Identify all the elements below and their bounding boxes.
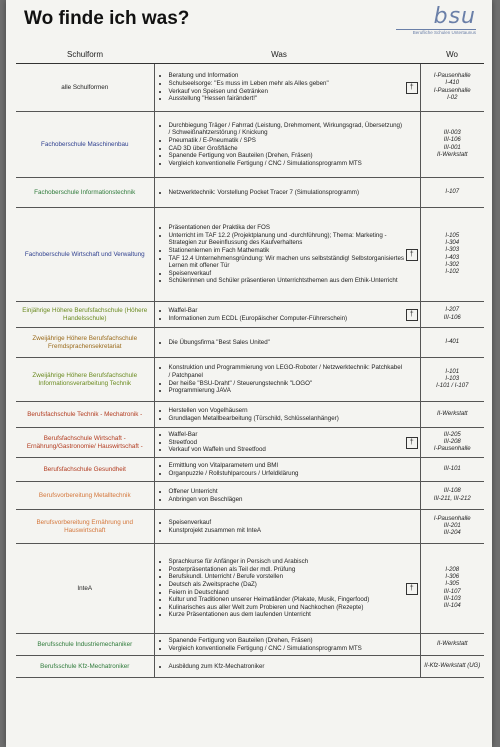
list-item: • Ermittlung von Vitalparametern und BMI bbox=[169, 462, 405, 470]
items-list bbox=[159, 407, 405, 422]
table-row bbox=[16, 178, 484, 208]
school-name: Berufsfachschule Wirtschaft - Ernährung/Gastronomie/ Hauswirtschaft - bbox=[16, 428, 154, 458]
list-item: • Ausstellung "Hessen fairändert!" bbox=[169, 95, 405, 103]
table-row bbox=[16, 482, 484, 510]
table-row bbox=[16, 656, 484, 678]
items-list bbox=[159, 637, 405, 652]
location-label: I-103 bbox=[445, 375, 460, 382]
location-label: II-Werkstatt bbox=[436, 151, 468, 158]
location-label: I-207 bbox=[445, 307, 460, 314]
list-item: • Speisenverkauf bbox=[169, 270, 405, 278]
location-label: II-Werkstatt bbox=[436, 640, 468, 647]
list-item: • Konstruktion und Programmierung von LEGO-Roboter / Netzwerktechnik: Patchkabel / Patchpanel bbox=[169, 364, 405, 379]
list-item: • Spanende Fertigung von Bauteilen (Drehen, Fräsen) bbox=[169, 637, 405, 645]
list-item: • CAD 3D über Großfläche bbox=[169, 145, 405, 153]
items-list bbox=[159, 72, 405, 102]
items-list bbox=[159, 122, 405, 167]
fork-knife-icon: † bbox=[406, 82, 418, 94]
location-label: I-Pausenhalle bbox=[433, 72, 471, 79]
items-cell bbox=[154, 208, 404, 302]
school-name: alle Schulformen bbox=[16, 64, 154, 112]
location-label: I-Pausenhalle bbox=[433, 87, 471, 94]
table-row bbox=[16, 328, 484, 358]
header-items: Was bbox=[154, 48, 404, 64]
table-row bbox=[16, 458, 484, 482]
items-list bbox=[159, 663, 405, 671]
table-row bbox=[16, 302, 484, 328]
list-item: • Speisenverkauf bbox=[169, 519, 405, 527]
logo-subtitle: Berufliche Schulen Untertaunus bbox=[412, 30, 476, 35]
location-label: III-103 bbox=[443, 595, 461, 602]
school-name: Berufsschule Kfz-Mechatroniker bbox=[16, 656, 154, 678]
icon-cell bbox=[404, 544, 420, 634]
items-list bbox=[159, 488, 405, 503]
table-row bbox=[16, 358, 484, 402]
location-label: I-410 bbox=[445, 80, 460, 87]
list-item: • Pneumatik / E-Pneumatik / SPS bbox=[169, 137, 405, 145]
list-item: • Stationenlernen im Fach Mathematik bbox=[169, 247, 405, 255]
items-cell bbox=[154, 402, 404, 428]
location-cell bbox=[420, 544, 484, 634]
location-label: I-101 bbox=[445, 368, 460, 375]
location-label: II-Werkstatt bbox=[436, 410, 468, 417]
page-title: Wo finde ich was? bbox=[24, 8, 190, 29]
list-item: • Verkauf von Speisen und Getränken bbox=[169, 88, 405, 96]
list-item: • Spanende Fertigung von Bauteilen (Drehen, Fräsen) bbox=[169, 152, 405, 160]
items-cell bbox=[154, 482, 404, 510]
items-cell bbox=[154, 112, 404, 178]
items-cell bbox=[154, 178, 404, 208]
location-label: III-204 bbox=[443, 530, 461, 537]
location-label: III-211, III-212 bbox=[433, 495, 471, 502]
location-label: III-107 bbox=[443, 588, 461, 595]
list-item: • Informationen zum ECDL (Europäischer Computer-Führerschein) bbox=[169, 315, 405, 323]
icon-cell bbox=[404, 634, 420, 656]
school-name: Fachoberschule Informationstechnik bbox=[16, 178, 154, 208]
list-item: • Vergleich konventionelle Fertigung / CNC / Simulationsprogramm MTS bbox=[169, 645, 405, 653]
table-body bbox=[16, 64, 484, 678]
location-label: I-107 bbox=[445, 188, 460, 195]
table-row bbox=[16, 112, 484, 178]
items-cell bbox=[154, 510, 404, 544]
items-cell bbox=[154, 358, 404, 402]
table-row bbox=[16, 402, 484, 428]
location-label: I-306 bbox=[445, 573, 460, 580]
table-row bbox=[16, 544, 484, 634]
list-item: • Streetfood bbox=[169, 439, 405, 447]
items-list bbox=[159, 364, 405, 394]
list-item: • Anbringen von Beschlägen bbox=[169, 496, 405, 504]
location-label: III-201 bbox=[443, 522, 461, 529]
list-item: • Waffel-Bar bbox=[169, 431, 405, 439]
icon-cell bbox=[404, 208, 420, 302]
school-name: InteA bbox=[16, 544, 154, 634]
icon-cell bbox=[404, 358, 420, 402]
school-name: Berufsschule Industriemechaniker bbox=[16, 634, 154, 656]
list-item: • Feiern in Deutschland bbox=[169, 589, 405, 597]
location-cell bbox=[420, 634, 484, 656]
icon-cell bbox=[404, 328, 420, 358]
items-list bbox=[159, 519, 405, 534]
school-name: Zweijährige Höhere Berufsfachschule Informationsverarbeitung Technik bbox=[16, 358, 154, 402]
items-cell bbox=[154, 458, 404, 482]
list-item: • Waffel-Bar bbox=[169, 307, 405, 315]
location-cell bbox=[420, 358, 484, 402]
icon-cell bbox=[404, 302, 420, 328]
list-item: • Schulseelsorge: "Es muss im Leben mehr als Alles geben" bbox=[169, 80, 405, 88]
location-cell bbox=[420, 510, 484, 544]
table-header-row bbox=[16, 48, 484, 64]
school-name: Berufsfachschule Gesundheit bbox=[16, 458, 154, 482]
list-item: • Kurze Präsentationen aus dem laufenden Unterricht bbox=[169, 611, 405, 619]
location-label: III-208 bbox=[443, 438, 461, 445]
school-name: Zweijährige Höhere Berufsfachschule Fremdsprachensekretariat bbox=[16, 328, 154, 358]
logo-word: bsu bbox=[433, 4, 476, 29]
fork-knife-icon: † bbox=[406, 249, 418, 261]
location-label: I-403 bbox=[445, 254, 460, 261]
schedule-table bbox=[16, 48, 484, 678]
location-label: I-304 bbox=[445, 239, 460, 246]
list-item: • Beratung und Information bbox=[169, 72, 405, 80]
location-label: III-001 bbox=[443, 144, 461, 151]
table-row bbox=[16, 634, 484, 656]
location-label: I-302 bbox=[445, 261, 460, 268]
list-item: • Offener Unterricht bbox=[169, 488, 405, 496]
list-item: • Herstellen von Vogelhäusern bbox=[169, 407, 405, 415]
school-name: Einjährige Höhere Berufsfachschule (Höhere Handelsschule) bbox=[16, 302, 154, 328]
list-item: • Organpuzzle / Rollstuhlparcours / Urfeldklärung bbox=[169, 470, 405, 478]
list-item: • Kunstprojekt zusammen mit InteA bbox=[169, 527, 405, 535]
items-cell bbox=[154, 328, 404, 358]
school-name: Berufsvorbereitung Ernährung und Hauswirtschaft bbox=[16, 510, 154, 544]
location-label: III-106 bbox=[443, 137, 461, 144]
location-cell bbox=[420, 656, 484, 678]
icon-cell bbox=[404, 458, 420, 482]
location-cell bbox=[420, 328, 484, 358]
list-item: • Kultur und Traditionen unserer Heimatländer (Plakate, Musik, Fingerfood) bbox=[169, 596, 405, 604]
location-label: I-401 bbox=[445, 338, 460, 345]
location-label: I-208 bbox=[445, 566, 460, 573]
bsu-logo bbox=[396, 4, 476, 35]
items-cell bbox=[154, 656, 404, 678]
items-list bbox=[159, 558, 405, 619]
list-item: • Kulinarisches aus aller Welt zum Probieren und Nachkochen (Rezepte) bbox=[169, 604, 405, 612]
items-list bbox=[159, 224, 405, 285]
list-item: • Posterpräsentationen als Teil der mdl. Prüfung bbox=[169, 566, 405, 574]
list-item: • Berufskundl. Unterricht / Berufe vorstellen bbox=[169, 573, 405, 581]
list-item: • Verkauf von Waffeln und Streetfood bbox=[169, 446, 405, 454]
location-label: III-108 bbox=[443, 488, 461, 495]
header-icon-spacer bbox=[404, 48, 420, 64]
location-cell bbox=[420, 178, 484, 208]
icon-cell bbox=[404, 64, 420, 112]
location-label: I-02 bbox=[447, 94, 458, 101]
items-list bbox=[159, 189, 405, 197]
list-item: • Unterricht im TAF 12.2 (Projektplanung und -durchführung); Thema: Marketing - Strategien zur Beeinflussung des Kaufverhaltens bbox=[169, 232, 405, 247]
items-cell bbox=[154, 428, 404, 458]
location-label: I-305 bbox=[445, 581, 460, 588]
location-label: I-105 bbox=[445, 232, 460, 239]
location-label: III-205 bbox=[443, 431, 461, 438]
location-cell bbox=[420, 302, 484, 328]
location-label: I-102 bbox=[445, 269, 460, 276]
school-name: Fachoberschule Maschinenbau bbox=[16, 112, 154, 178]
location-label: I-101 / I-107 bbox=[436, 383, 469, 390]
items-cell bbox=[154, 544, 404, 634]
poster-sheet bbox=[6, 0, 492, 747]
list-item: • Die Übungsfirma "Best Sales United" bbox=[169, 339, 405, 347]
icon-cell bbox=[404, 178, 420, 208]
list-item: • Durchbiegung Träger / Fahrrad (Leistung, Drehmoment, Wirkungsgrad, Übersetzung) / Schweißnahtzerstörung / Knickung bbox=[169, 122, 405, 137]
icon-cell bbox=[404, 402, 420, 428]
fork-knife-icon: † bbox=[406, 309, 418, 321]
items-cell bbox=[154, 64, 404, 112]
location-label: II-Kfz-Werkstatt (UG) bbox=[424, 662, 481, 669]
list-item: • Vergleich konventionelle Fertigung / CNC / Simulationsprogramm MTS bbox=[169, 160, 405, 168]
list-item: • Grundlagen Metallbearbeitung (Türschild, Schlüsselanhänger) bbox=[169, 415, 405, 423]
table-row bbox=[16, 208, 484, 302]
items-list bbox=[159, 307, 405, 322]
table-row bbox=[16, 510, 484, 544]
location-label: III-101 bbox=[443, 465, 461, 472]
school-name: Berufsvorbereitung Metalltechnik bbox=[16, 482, 154, 510]
items-list bbox=[159, 462, 405, 477]
table-row bbox=[16, 64, 484, 112]
list-item: • Sprachkurse für Anfänger in Persisch und Arabisch bbox=[169, 558, 405, 566]
items-list bbox=[159, 339, 405, 347]
items-cell bbox=[154, 302, 404, 328]
items-cell bbox=[154, 634, 404, 656]
location-label: I-Pausenhalle bbox=[433, 446, 471, 453]
items-list bbox=[159, 431, 405, 454]
table-row bbox=[16, 428, 484, 458]
list-item: • Ausbildung zum Kfz-Mechatroniker bbox=[169, 663, 405, 671]
location-cell bbox=[420, 402, 484, 428]
header-school: Schulform bbox=[16, 48, 154, 64]
location-label: I-Pausenhalle bbox=[433, 515, 471, 522]
list-item: • Schülerinnen und Schüler präsentieren Unterrichtsthemen aus dem Ethik-Unterricht bbox=[169, 277, 405, 285]
list-item: • Netzwerktechnik: Vorstellung Pocket Tracer 7 (Simulationsprogramm) bbox=[169, 189, 405, 197]
location-label: III-003 bbox=[443, 129, 461, 136]
icon-cell bbox=[404, 482, 420, 510]
school-name: Berufsfachschule Technik - Mechatronik - bbox=[16, 402, 154, 428]
location-cell bbox=[420, 208, 484, 302]
location-cell bbox=[420, 112, 484, 178]
list-item: • Programmierung JAVA bbox=[169, 387, 405, 395]
location-label: III-104 bbox=[443, 603, 461, 610]
location-label: III-106 bbox=[443, 314, 461, 321]
location-label: I-303 bbox=[445, 247, 460, 254]
location-cell bbox=[420, 64, 484, 112]
fork-knife-icon: † bbox=[406, 583, 418, 595]
list-item: • Präsentationen der Praktika der FOS bbox=[169, 224, 405, 232]
location-cell bbox=[420, 482, 484, 510]
icon-cell bbox=[404, 656, 420, 678]
fork-knife-icon: † bbox=[406, 437, 418, 449]
list-item: • TAF 12.4 Unternehmensgründung: Wir machen uns selbstständig! Selbstorganisiertes Lernen mit offener Tür bbox=[169, 255, 405, 270]
location-cell bbox=[420, 458, 484, 482]
header-wo: Wo bbox=[420, 48, 484, 64]
icon-cell bbox=[404, 510, 420, 544]
icon-cell bbox=[404, 428, 420, 458]
location-cell bbox=[420, 428, 484, 458]
list-item: • Der heiße "BSU-Draht" / Steuerungstechnik "LOGO" bbox=[169, 380, 405, 388]
list-item: • Deutsch als Zweitsprache (DaZ) bbox=[169, 581, 405, 589]
icon-cell bbox=[404, 112, 420, 178]
school-name: Fachoberschule Wirtschaft und Verwaltung bbox=[16, 208, 154, 302]
